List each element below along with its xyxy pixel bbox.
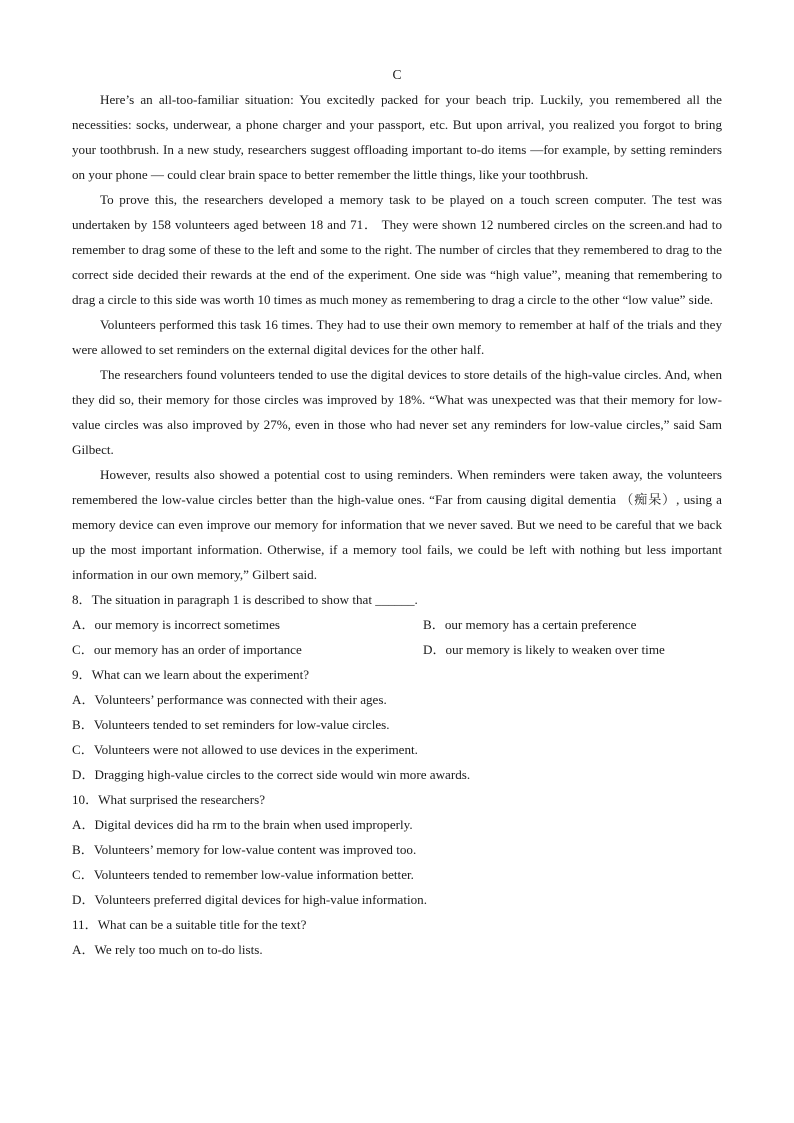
question-8 — [72, 587, 722, 662]
option-row — [72, 612, 722, 637]
section-letter: C — [392, 67, 402, 82]
document-page — [72, 62, 722, 962]
option-c: C．Volunteers tended to remember low-value information better. — [72, 867, 414, 882]
question-10 — [72, 787, 722, 912]
question-stem: 8．The situation in paragraph 1 is described to show that ______. — [72, 592, 418, 607]
option-a: A．Volunteers’ performance was connected with their ages. — [72, 692, 387, 707]
question-11 — [72, 912, 722, 962]
option-c: C．Volunteers were not allowed to use devices in the experiment. — [72, 742, 418, 757]
paragraph-1: Here’s an all-too-familiar situation: You excitedly packed for your beach trip. Luckily, you remembered all the necessities: socks, underwear, a phone charger and your passport, etc. But upon arrival, you realized you forgot to bring your toothbrush. In a new study, researchers suggest offloading important to-do items —for example, by setting reminders on your phone — could clear brain space to better remember the little things, like your toothbrush. — [72, 92, 722, 182]
option-b: B．Volunteers tended to set reminders for low-value circles. — [72, 717, 390, 732]
option-d: D．Volunteers preferred digital devices for high-value information. — [72, 892, 427, 907]
option-b: B．Volunteers’ memory for low-value content was improved too. — [72, 842, 417, 857]
question-stem: 10．What surprised the researchers? — [72, 792, 266, 807]
option-a: A．We rely too much on to-do lists. — [72, 942, 263, 957]
option-a: A．Digital devices did ha rm to the brain when used improperly. — [72, 817, 413, 832]
question-9 — [72, 662, 722, 787]
paragraph-4: The researchers found volunteers tended to use the digital devices to store details of the high-value circles. And, when they did so, their memory for those circles was improved by 18%. “What was unexpected was that their memory for low-value circles was also improved by 27%, even in those who had never set any reminders for low-value circles,” said Sam Gilbect. — [72, 367, 722, 457]
question-stem: 11．What can be a suitable title for the text? — [72, 917, 307, 932]
question-stem: 9．What can we learn about the experiment? — [72, 667, 310, 682]
option-b: B．our memory has a certain preference — [423, 617, 637, 632]
paragraph-3: Volunteers performed this task 16 times. They had to use their own memory to remember at half of the trials and they were allowed to set reminders on the external digital devices for the other half. — [72, 317, 722, 357]
option-c: C．our memory has an order of importance — [72, 642, 302, 657]
option-d: D．Dragging high-value circles to the correct side would win more awards. — [72, 767, 471, 782]
option-a: A．our memory is incorrect sometimes — [72, 617, 280, 632]
option-d: D．our memory is likely to weaken over time — [423, 642, 665, 657]
paragraph-5: However, results also showed a potential cost to using reminders. When reminders were taken away, the volunteers remembered the low-value circles better than the high-value ones. “Far from causing digital dementia （痴呆）, using a memory device can even improve our memory for information that we never saved. But we need to be careful that we back up the most important information. Otherwise, if a memory tool fails, we could be left with nothing but less important information in our own memory,” Gilbert said. — [72, 467, 722, 582]
paragraph-2: To prove this, the researchers developed a memory task to be played on a touch screen computer. The test was undertaken by 158 volunteers aged between 18 and 71． They were shown 12 numbered circles on the screen.and had to remember to drag some of these to the left and some to the right. The number of circles that they remembered to drag to the correct side decided their rewards at the end of the experiment. One side was “high value”, meaning that remembering to drag a circle to this side was worth 10 times as much money as remembering to drag a circle to the other “low value” side. — [72, 192, 722, 307]
option-row — [72, 637, 722, 662]
